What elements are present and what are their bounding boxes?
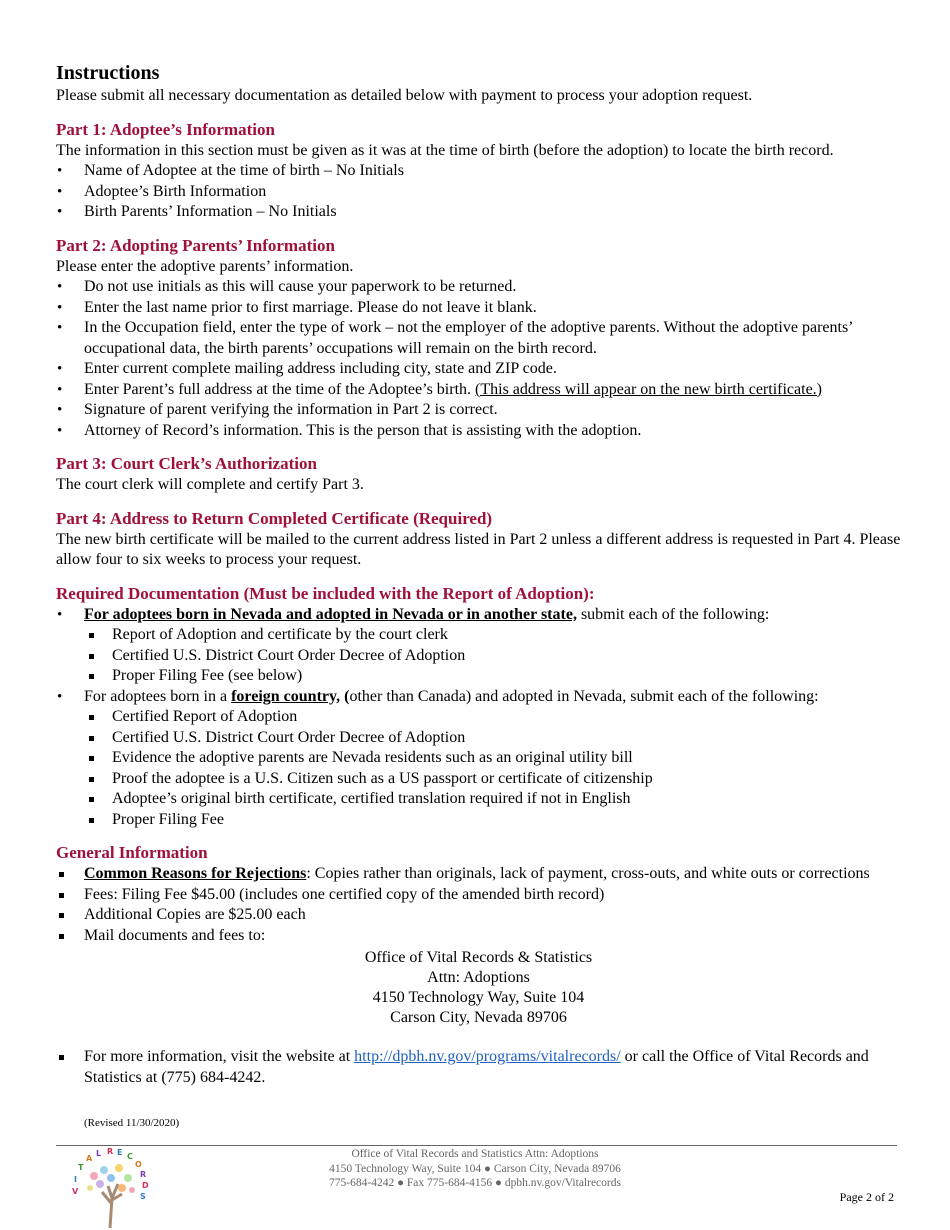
list-item: • Attorney of Record’s information. This is the person that is assisting with the adoption. [56,421,901,442]
required-list [56,605,901,831]
sub-item: Proof the adoptee is a U.S. Citizen such as a US passport or certificate of citizenship [84,769,901,790]
general-heading: General Information [56,843,208,862]
tree-icon [87,1164,135,1228]
item-note: (This address will appear on the new birth certificate.) [475,380,822,398]
instructions-intro: Please submit all necessary documentation as detailed below with payment to process your adoption request. [56,87,753,104]
footer-line: 775-684-4242 ● Fax 775-684-4156 ● dpbh.nv.gov/Vitalrecords [329,1177,621,1189]
logo-letter-e: E [117,1148,123,1157]
part1-section [56,119,901,223]
document-page [56,60,901,1088]
part3-section [56,453,901,496]
item-text: Enter Parent’s full address at the time of the Adoptee’s birth. [84,380,476,398]
sub-item: Proper Filing Fee (see below) [84,666,901,687]
sub-item: Proper Filing Fee [84,810,901,831]
logo-letter-s: S [140,1192,146,1201]
group2-pre: For adoptees born in a [84,687,232,705]
revised-date: (Revised 11/30/2020) [84,1117,180,1129]
list-item: • Do not use initials as this will cause your paperwork to be returned. [56,277,901,298]
logo-letter-r: R [107,1148,114,1156]
logo-letter-v: V [72,1187,79,1196]
list-item [56,687,901,831]
list-item: Mail documents and fees to: [56,926,901,947]
general-list [56,864,901,946]
page-footer [270,1147,680,1191]
logo-letter-o: O [135,1160,142,1169]
more-pre: For more information, visit the website at [84,1048,355,1065]
required-section [56,583,901,831]
part1-list [56,161,901,223]
part4-heading: Part 4: Address to Return Completed Certificate (Required) [56,508,493,528]
group1-label: For adoptees born in Nevada and adopted in Nevada or in another state, [84,605,577,623]
list-item: • Name of Adoptee at the time of birth – No Initials [56,161,901,182]
sub-item: Evidence the adoptive parents are Nevada residents such as an original utility bill [84,748,901,769]
group1-text: submit each of the following: [576,605,770,623]
part2-intro: Please enter the adoptive parents’ information. [56,257,354,275]
sub-item: Certified U.S. District Court Order Decree of Adoption [84,728,901,749]
group2-text: other than Canada) and adopted in Nevada, submit each of the following: [349,687,819,705]
address-line: Attn: Adoptions [427,969,530,986]
address-line: Carson City, Nevada 89706 [390,1009,567,1026]
group2-label: foreign country, [231,687,341,705]
list-item: • Adoptee’s Birth Information [56,182,901,203]
logo-letter-i: I [74,1175,77,1184]
list-item: Additional Copies are $25.00 each [56,905,901,926]
list-item: • Enter the last name prior to first marriage. Please do not leave it blank. [56,298,901,319]
logo-letter-r2: R [140,1170,147,1179]
list-item [56,1047,901,1088]
list-item [56,605,901,687]
part3-heading: Part 3: Court Clerk’s Authorization [56,454,317,473]
part2-heading: Part 2: Adopting Parents’ Information [56,235,335,255]
footer-line: Office of Vital Records and Statistics Attn: Adoptions [351,1148,599,1160]
more-info-list [56,1047,901,1088]
website-link[interactable]: http://dpbh.nv.gov/programs/vitalrecords/ [354,1048,621,1065]
mailing-address [56,948,901,1028]
logo-letter-c: C [127,1152,133,1161]
footer-line: 4150 Technology Way, Suite 104 ● Carson City, Nevada 89706 [329,1162,621,1175]
address-line: 4150 Technology Way, Suite 104 [372,989,585,1006]
part4-text: The new birth certificate will be mailed to the current address listed in Part 2 unless a different address is requested in Part 4. Please allow four to six weeks to process your request. [56,530,901,568]
list-item: Fees: Filing Fee $45.00 (includes one certified copy of the amended birth record) [56,885,901,906]
sub-item: Adoptee’s original birth certificate, certified translation required if not in English [84,789,901,810]
vital-records-logo [64,1148,160,1228]
part2-list [56,277,901,441]
sub-item: Certified Report of Adoption [84,707,901,728]
logo-letter-l: L [96,1149,102,1158]
sub-item: Certified U.S. District Court Order Decree of Adoption [84,646,901,667]
list-item: • Enter current complete mailing address including city, state and ZIP code. [56,359,901,380]
rejections-label: Common Reasons for Rejections [84,865,307,882]
required-heading: Required Documentation (Must be included with the Report of Adoption): [56,583,595,603]
page-title: Instructions [56,62,160,84]
rejections-text: : Copies rather than originals, lack of payment, cross-outs, and white outs or corrections [306,865,870,882]
part1-intro: The information in this section must be given as it was at the time of birth (before the adoption) to locate the birth record. [56,141,834,159]
list-item: • Birth Parents’ Information – No Initials [56,202,901,223]
footer-divider [56,1145,897,1146]
group2-sublist [84,707,901,830]
group2-paren: ( [340,687,350,705]
part2-section [56,235,901,442]
address-line: Office of Vital Records & Statistics [364,949,593,966]
logo-letter-a: A [86,1154,93,1163]
general-section [56,842,901,1088]
logo-letter-d: D [142,1181,149,1190]
list-item [56,380,901,401]
part1-heading: Part 1: Adoptee’s Information [56,119,275,139]
logo-letter-t: T [78,1163,84,1172]
part3-text: The court clerk will complete and certify Part 3. [56,476,364,493]
list-item: • In the Occupation field, enter the type of work – not the employer of the adoptive parents. Without the adoptive parents’ occupational data, the birth parents’ occupations will remain on the birth record. [56,318,901,359]
sub-item: Report of Adoption and certificate by the court clerk [84,625,901,646]
list-item: • Signature of parent verifying the information in Part 2 is correct. [56,400,901,421]
group1-sublist [84,625,901,687]
page-number: Page 2 of 2 [839,1190,894,1204]
more-post: or call the Office of Vital Records and Statistics at (775) 684-4242. [84,1048,869,1086]
list-item [56,864,901,885]
part4-section [56,508,901,571]
